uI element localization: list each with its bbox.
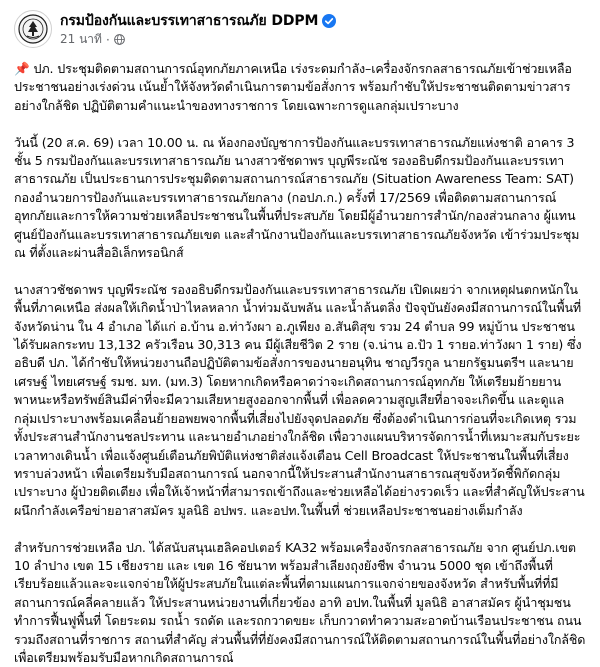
post-paragraph (14, 60, 586, 115)
paragraph-text: ปภ. ประชุมติดตามสถานการณ์อุทกภัยภาคเหนือ เร่งระดมกำลัง–เครื่องจักรกลสาธารณภัยเข้าช่วยเหลือประชาชนอย่างเร่งด่วน เน้นย้ำให้จังหวัดดำเนินการตามข้อสั่งการ พร้อมกำชับให้ประชาชนติดตามข่าวสารอย่างใกล้ชิด ปฏิบัติตามคำแนะนำของทางราชการ โดยเฉพาะการดูแลกลุ่มเปราะบาง (14, 61, 572, 113)
post-body (14, 60, 586, 667)
globe-icon[interactable] (114, 34, 125, 45)
paragraph-text: นางสาวชัชดาพร บุญพีระณัช รองอธิบดีกรมป้องกันและบรรเทาสาธารณภัย เปิดเผยว่า จากเหตุฝนตกหนักในพื้นที่ภาคเหนือ ส่งผลให้เกิดน้ำป่าไหลหลาก น้ำท่วมฉับพลัน และน้ำล้นตลิ่ง ปัจจุบันยังคงมีสถานการณ์ในพื้นที่จังหวัดน่าน ใน 4 อำเภอ ได้แก่ อ.บ้าน อ.ท่าวังผา อ.ภูเพียง อ.สันติสุข รวม 24 ตำบล 99 หมู่บ้าน ประชาชนได้รับผลกระทบ 13,132 ครัวเรือน 30,313 คน มีผู้เสียชีวิต 2 ราย (จ.น่าน อ.ปัว 1 รายอ.ท่าวังผา 1 ราย) ซึ่ง อธิบดี ปภ. ได้กำชับให้หน่วยงานถือปฏิบัติตามข้อสั่งการของนายอนุทิน ชาญวีรกูล นายกรัฐมนตรีฯ และนายเศรษฐ์ ไทยเศรษฐ์ รมช. มท. (มท.3) โดยหากเกิดหรือคาดว่าจะเกิดสถานการณ์อุทกภัย ให้เตรียมย้ายยานพาหนะหรือทรัพย์สินมีค่าที่จะมีความเสียหายสูงออกจากพื้นที่ เพื่อลดความสูญเสียที่อาจจะเกิดขึ้น และดูแลกลุ่มเปราะบางพร้อมเคลื่อนย้ายอพยพจากพื้นที่เสี่ยงไปยังจุดปลอดภัย ซึ่งต้องดำเนินการก่อนที่จะเกิดเหตุ รวมทั้งประสานสำนักงานชลประทาน และนายอำเภอย่างใกล้ชิด เพื่อวางแผนบริหารจัดการน้ำที่เหมาะสมกับระยะเวลาทางเดินน้ำ เพื่อแจ้งศูนย์เตือนภัยพิบัติแห่งชาติส่งแจ้งเตือน Cell Broadcast ให้ประชาชนในพื้นที่เสี่ยงทราบล่วงหน้า เพื่อเตรียมรับมือสถานการณ์ นอกจากนี้ให้ประสานสำนักงานสาธารณสุขจังหวัดชี้พิกัดกลุ่มเปราะบาง ผู้ป่วยติดเตียง เพื่อให้เจ้าหน้าที่สามารถเข้าถึงและช่วยเหลือได้อย่างรวดเร็ว และที่สำคัญให้ประสานผนึกกำลังเครือข่ายอาสาสมัคร มูลนิธิ อปพร. และอปท.ในพื้นที่ ช่วยเหลือประชาชนอย่างเต็มกำลัง (14, 281, 585, 518)
page-avatar[interactable] (14, 10, 52, 48)
post-timestamp[interactable]: 21 นาที (60, 32, 102, 46)
paragraph-text: วันนี้ (20 ส.ค. 69) เวลา 10.00 น. ณ ห้องกองบัญชาการป้องกันและบรรเทาสาธารณภัยแห่งชาติ อาคาร 3 ชั้น 5 กรมป้องกันและบรรเทาสาธารณภัย นางสาวชัชดาพร บุญพีระณัช รองอธิบดีกรมป้องกันและบรรเทาสาธารณภัย เป็นประธานการประชุมติดตามสถานการณ์สาธารณภัย (Situation Awareness Team: SAT) กองอำนวยการป้องกันและบรรเทาสาธารณภัยกลาง (กอปภ.ก.) ครั้งที่ 17/2569 เพื่อติดตามสถานการณ์อุทกภัยและการให้ความช่วยเหลือประชาชนในพื้นที่ประสบภัย โดยมีผู้อำนวยการสำนัก/กองส่วนกลาง ผู้แทนศูนย์ป้องกันและบรรเทาสาธารณภัยเขต และสำนักงานป้องกันและบรรเทาสาธารณภัยจังหวัด เข้าร่วมประชุม ณ ที่ตั้งและผ่านสื่ออิเล็กทรอนิกส์ (14, 134, 580, 261)
post-paragraph (14, 134, 586, 263)
post-meta (60, 11, 336, 48)
post-paragraph (14, 539, 586, 667)
page-name-row (60, 11, 336, 31)
post-time-row (60, 32, 336, 48)
paragraph-text: สำหรับการช่วยเหลือ ปภ. ได้สนับสนุนเฮลิคอปเตอร์ KA32 พร้อมเครื่องจักรกลสาธารณภัย จาก ศูนย์ปภ.เขต 10 ลำปาง เขต 15 เชียงราย และ เขต 16 ชัยนาท พร้อมสำเลียงถุงยังชีพ จำนวน 5000 ชุด เข้าถึงพื้นที่เรียบร้อยแล้วและจะแจกจ่ายให้ผู้ประสบภัยในแต่ละพื้นที่ตามแผนการแจกจ่ายของจังหวัด สำหรับพื้นที่ที่มีสถานการณ์คลี่คลายแล้ว ให้ประสานหน่วยงานที่เกี่ยวข้อง อาทิ อปท.ในพื้นที่ มูลนิธิ อาสาสมัคร ผู้นำชุมชนทำการฟื้นฟูพื้นที่ โดยระดม รถน้ำ รถดัด และรถกวาดขยะ เก็บกวาดทำความสะอาดบ้านเรือนประชาชน ถนน รวมถึงสถานที่ราชการ สถานที่สำคัญ ส่วนพื้นที่ที่ยังคงมีสถานการณ์ให้ติดตามสถานการณ์ในพื้นที่อย่างใกล้ชิด เพื่อเตรียมพร้อมรับมือหากเกิดสถานการณ์ (14, 539, 586, 665)
post-paragraph (14, 281, 586, 520)
page-name[interactable]: กรมป้องกันและบรรเทาสาธารณภัย DDPM (60, 12, 319, 29)
ddpm-logo-icon (18, 14, 48, 44)
pushpin-icon: 📌 (14, 61, 30, 76)
verified-badge-icon (322, 14, 336, 28)
post-header (14, 7, 336, 51)
meta-separator: · (105, 32, 110, 47)
